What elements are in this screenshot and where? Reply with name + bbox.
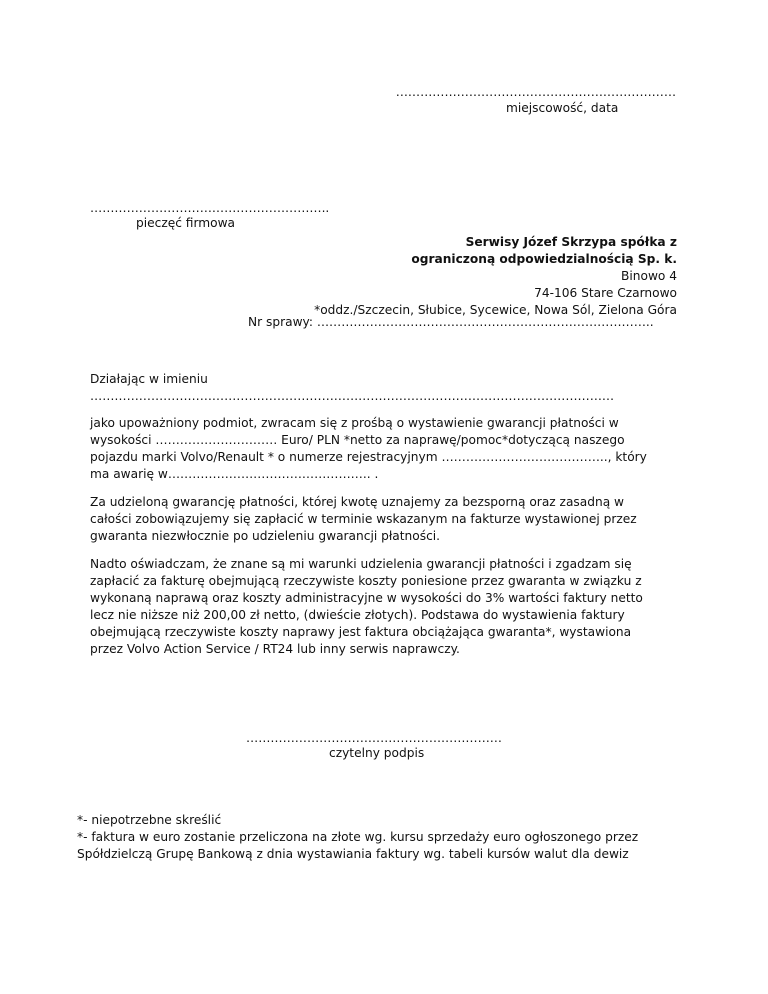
acting-on-behalf-label: Działając w imieniu — [90, 372, 208, 386]
paragraph-line: jako upoważniony podmiot, zwracam się z prośbą o wystawienie gwarancji płatności w — [90, 416, 619, 430]
case-number-label: Nr sprawy: ……………………………………………………………………….. — [248, 315, 654, 329]
footnote-line: *- faktura w euro zostanie przeliczona na złote wg. kursu sprzedaży euro ogłoszonego przez — [77, 830, 639, 844]
paragraph-line: przez Volvo Action Service / RT24 lub inny serwis naprawczy. — [90, 642, 460, 656]
paragraph-line: obejmującą rzeczywiste koszty naprawy jest faktura obciążająca gwaranta*, wystawiona — [90, 625, 632, 639]
paragraph-line: lecz nie niższe niż 200,00 zł netto, (dwieście złotych). Podstawa do wystawienia faktury — [90, 608, 625, 622]
footnote-line: *- niepotrzebne skreślić — [77, 813, 222, 827]
stamp-dots: ………………………………………………….. — [90, 201, 330, 215]
recipient-postal-city: 74-106 Stare Czarnowo — [534, 286, 677, 300]
place-date-dots: …………………………………………………………… — [395, 85, 676, 99]
acting-on-behalf-dots: ………………………………………………………………………………………………………………… — [90, 389, 615, 403]
paragraph-payment-commitment — [90, 494, 637, 545]
signature-dots: ……………………………………………………… — [246, 731, 502, 745]
recipient-name-line2: ograniczoną odpowiedzialnością Sp. k. — [411, 252, 677, 266]
recipient-name-line1: Serwisy Józef Skrzypa spółka z — [465, 235, 677, 249]
footnote-line: Spółdzielczą Grupę Bankową z dnia wystawiania faktury wg. tabeli kursów walut dla dewiz — [77, 847, 629, 861]
paragraph-line: Nadto oświadczam, że znane są mi warunki udzielenia gwarancji płatności i zgadzam się — [90, 557, 632, 571]
paragraph-line: Za udzieloną gwarancję płatności, której kwotę uznajemy za bezsporną oraz zasadną w — [90, 495, 625, 509]
place-date-label: miejscowość, data — [506, 101, 619, 115]
recipient-branches: *oddz./Szczecin, Słubice, Sycewice, Nowa Sól, Zielona Góra — [314, 303, 677, 317]
paragraph-terms-declaration — [90, 556, 643, 658]
paragraph-request — [90, 415, 647, 483]
paragraph-line: zapłacić za fakturę obejmującą rzeczywiste koszty poniesione przez gwaranta w związku z — [90, 574, 642, 588]
recipient-block — [314, 234, 677, 319]
paragraph-line: wysokości ………………………… Euro/ PLN *netto za naprawę/pomoc*dotyczącą naszego — [90, 433, 625, 447]
signature-label: czytelny podpis — [329, 746, 425, 760]
footnotes — [77, 812, 638, 863]
stamp-label: pieczęć firmowa — [136, 216, 236, 230]
paragraph-line: ma awarię w………………………………………….. . — [90, 467, 379, 481]
paragraph-line: gwaranta niezwłocznie po udzieleniu gwarancji płatności. — [90, 529, 441, 543]
paragraph-line: całości zobowiązujemy się zapłacić w terminie wskazanym na fakturze wystawionej przez — [90, 512, 637, 526]
recipient-street: Binowo 4 — [621, 269, 677, 283]
paragraph-line: wykonaną naprawą oraz koszty administracyjne w wysokości do 3% wartości faktury netto — [90, 591, 643, 605]
paragraph-line: pojazdu marki Volvo/Renault * o numerze rejestracyjnym ………………………………….., który — [90, 450, 647, 464]
